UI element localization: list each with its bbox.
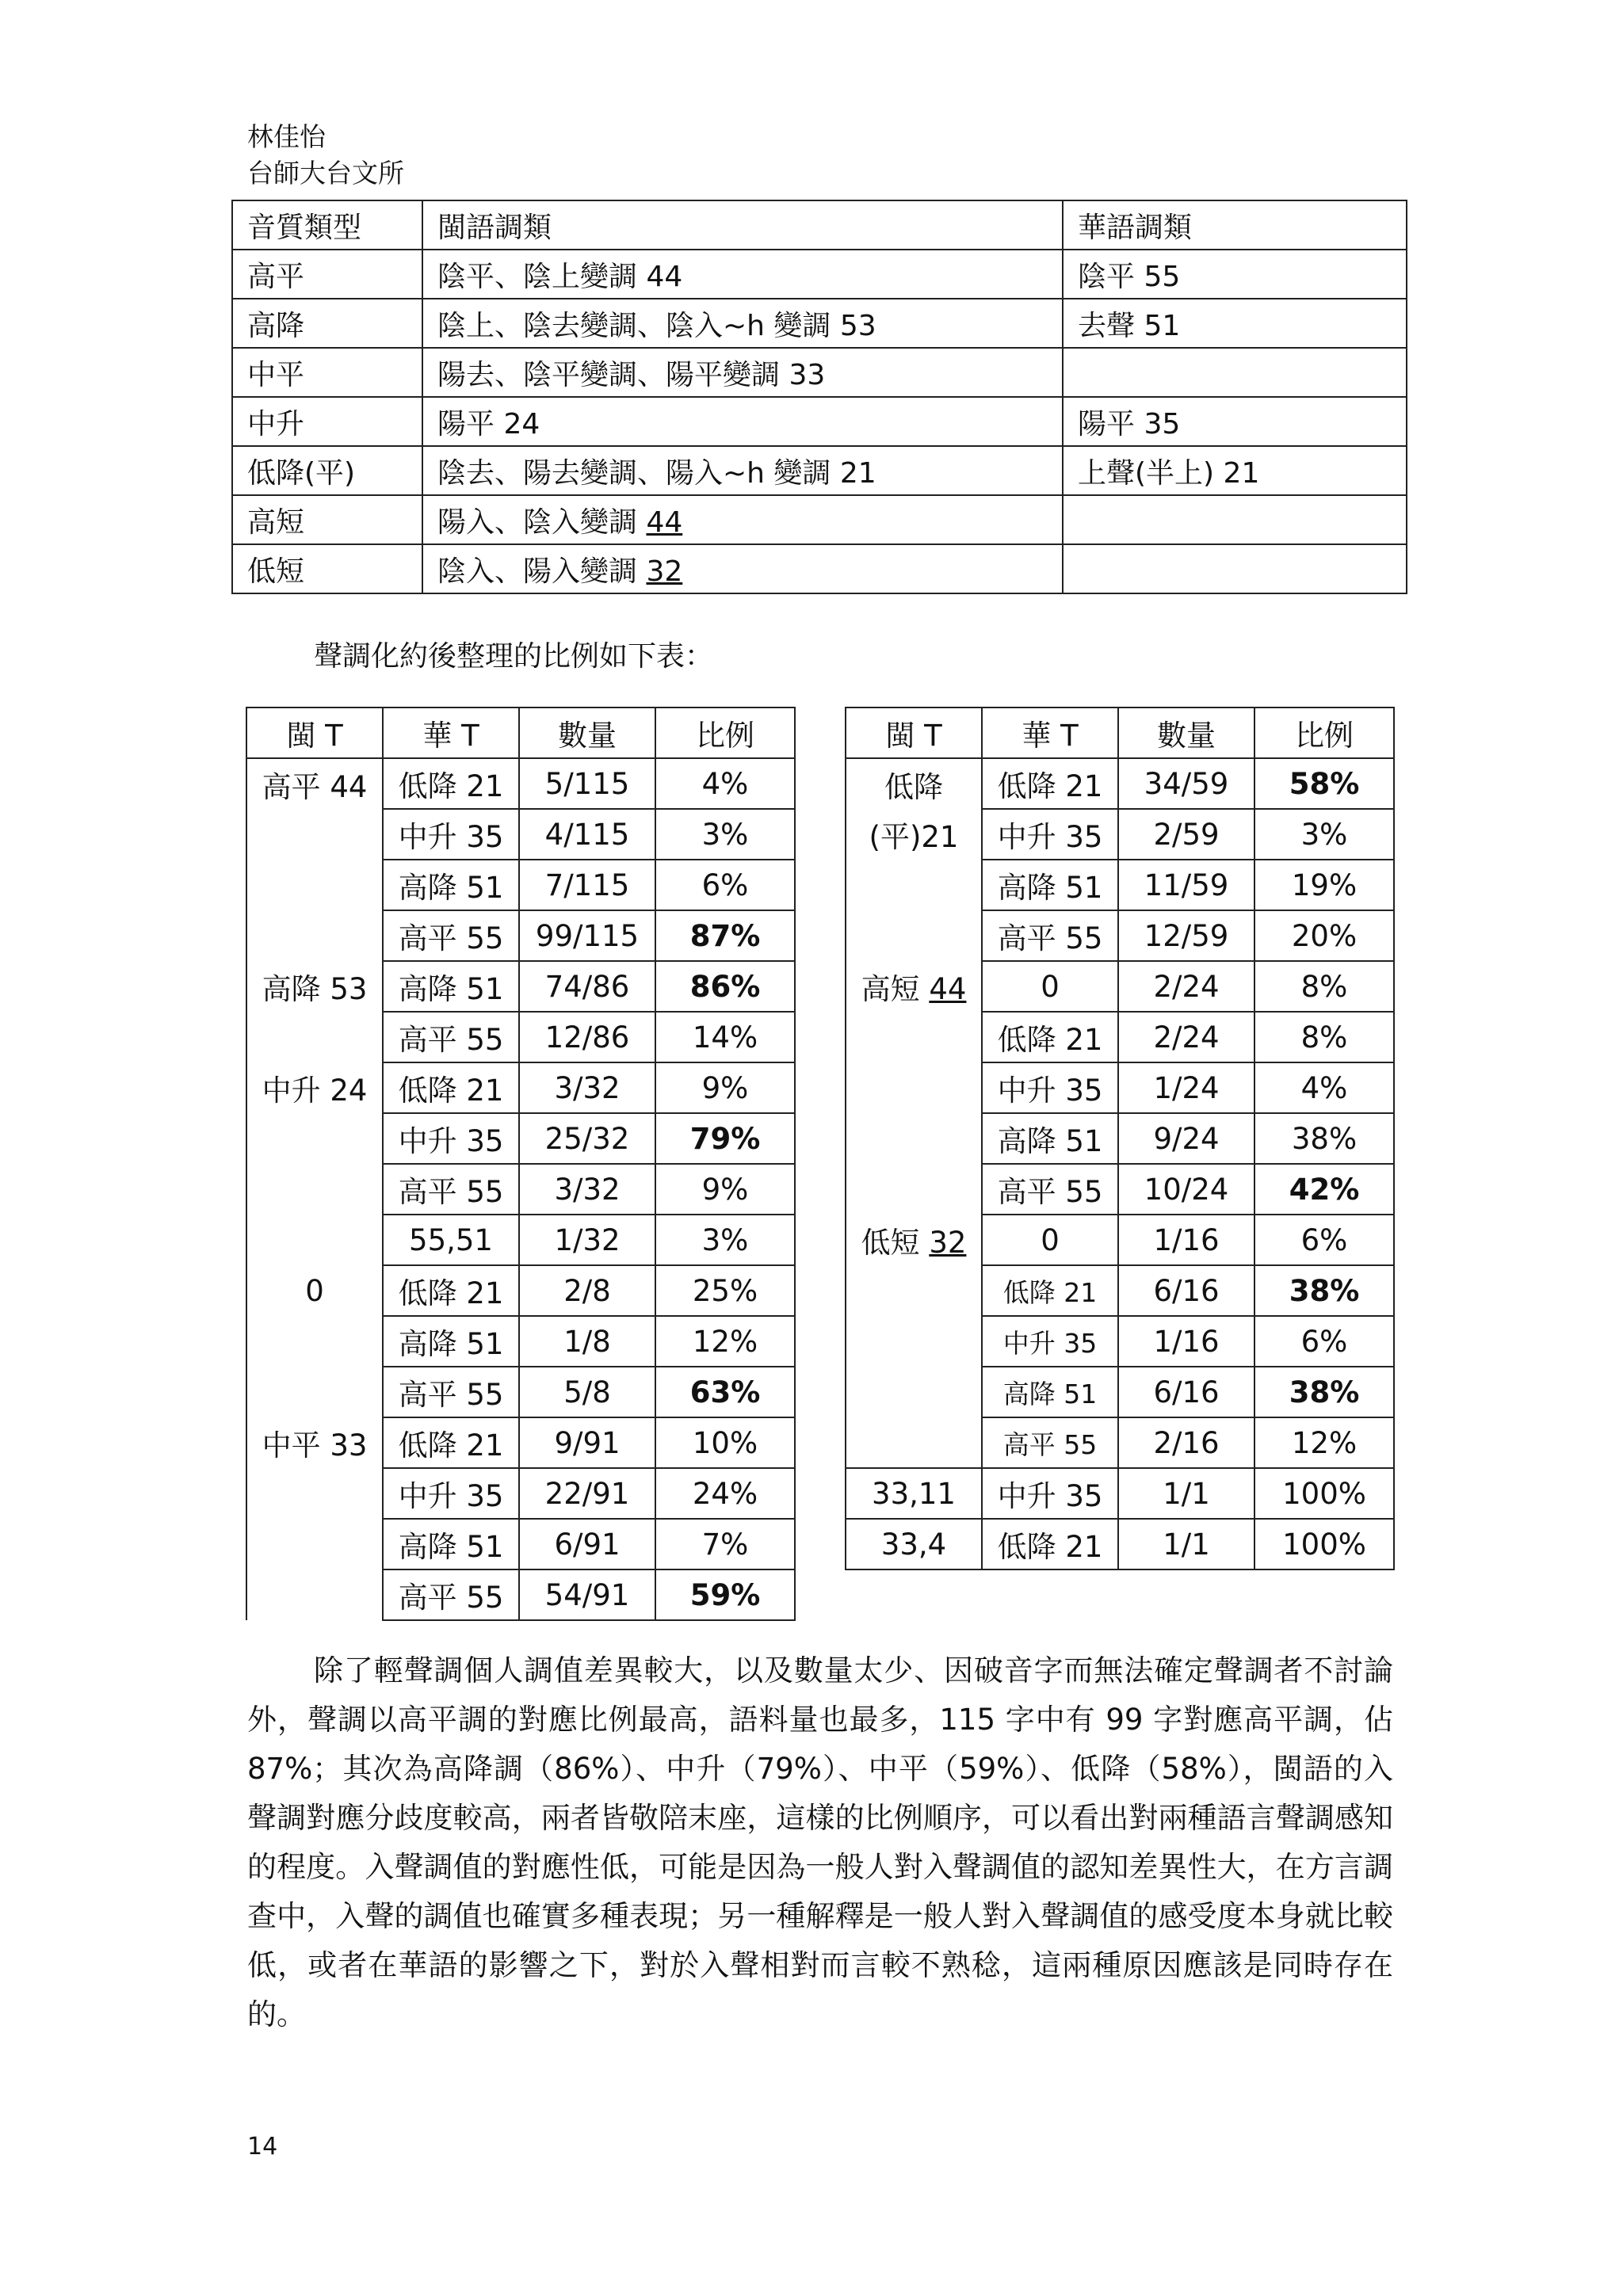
hua-tone-cell: 中升 35 [982,1062,1118,1113]
min-tone-text: 陰去、陽去變調、陽入~h 變調 21 [437,456,876,490]
min-tone-cell: 高降 53 [246,961,383,1012]
min-tone-cell [846,1367,982,1417]
count-cell: 12/59 [1118,910,1254,961]
ratio-cell: 12% [655,1316,795,1367]
table-row [846,1367,1394,1417]
min-tone-cell [422,299,1063,348]
min-tone-cell [246,1468,383,1519]
min-tone-cell [846,1468,982,1519]
count-cell: 1/8 [519,1316,655,1367]
min-tone-cell [246,1215,383,1265]
table-row [232,397,1407,446]
table-row [246,860,795,910]
min-tone-cell [422,348,1063,397]
min-tone-text: 33,4 [880,1527,947,1562]
min-tone-cell [846,1417,982,1468]
table-row [232,544,1407,593]
table-row [846,1062,1394,1113]
table-row [846,1265,1394,1316]
hua-tone-cell: 陽平 35 [1063,397,1407,446]
hua-tone-cell: 上聲(半上) 21 [1063,446,1407,495]
ratio-cell: 8% [1254,961,1394,1012]
ratio-cell: 6% [655,860,795,910]
tone-type-cell: 中升 [232,397,422,446]
count-cell: 1/24 [1118,1062,1254,1113]
min-tone-text: 陰上、陰去變調、陰入~h 變調 53 [437,309,876,342]
hua-tone-cell: 0 [982,1215,1118,1265]
min-tone-cell [246,1519,383,1569]
hua-tone-cell: 低降 21 [982,1519,1118,1569]
tone-type-cell: 低短 [232,544,422,593]
ratio-cell: 87% [655,910,795,961]
count-cell: 34/59 [1118,758,1254,809]
header-cell: 數量 [519,707,655,758]
hua-tone-cell: 中升 35 [383,1113,519,1164]
hua-tone-cell: 55,51 [383,1215,519,1265]
hua-tone-cell: 高平 55 [383,1012,519,1062]
hua-tone-cell: 高降 51 [383,1316,519,1367]
count-cell: 2/24 [1118,1012,1254,1062]
min-tone-cell [846,1062,982,1113]
ratio-cell: 8% [1254,1012,1394,1062]
ratio-cell: 58% [1254,758,1394,809]
table-row [846,1113,1394,1164]
count-cell: 1/32 [519,1215,655,1265]
min-tone-text: 陽去、陰平變調、陽平變調 33 [437,358,826,391]
count-cell: 74/86 [519,961,655,1012]
table-row [246,1417,795,1468]
table-row [246,1012,795,1062]
ratio-cell: 59% [655,1569,795,1620]
min-tone-cell [422,495,1063,544]
count-cell: 1/1 [1118,1468,1254,1519]
header-cell: 音質類型 [232,200,422,250]
ratio-cell: 19% [1254,860,1394,910]
hua-tone-cell: 0 [982,961,1118,1012]
min-tone-text: 低降 [884,769,943,804]
table-row [246,1316,795,1367]
table-row [246,910,795,961]
table-row [246,1265,795,1316]
hua-tone-cell: 高平 55 [982,1164,1118,1215]
table-row [246,1367,795,1417]
ratio-cell: 100% [1254,1468,1394,1519]
table-row [846,1316,1394,1367]
table-row [846,1519,1394,1569]
table-row [246,1164,795,1215]
tone-type-cell: 高短 [232,495,422,544]
hua-tone-cell: 中升 35 [383,809,519,860]
min-tone-text: 低短 [861,1226,930,1260]
count-cell: 1/16 [1118,1215,1254,1265]
min-tone-cell [846,961,982,1012]
hua-tone-cell: 高降 51 [982,1113,1118,1164]
hua-tone-cell: 中升 35 [982,1468,1118,1519]
min-tone-cell [246,910,383,961]
ratio-cell: 3% [655,1215,795,1265]
table-row [246,1113,795,1164]
count-cell: 12/86 [519,1012,655,1062]
table-row [846,1215,1394,1265]
tone-type-cell: 高降 [232,299,422,348]
min-tone-cell [422,397,1063,446]
min-tone-cell: 中升 24 [246,1062,383,1113]
count-cell: 1/1 [1118,1519,1254,1569]
min-tone-cell [846,809,982,860]
min-tone-text: 陰平、陰上變調 44 [437,260,683,293]
header-cell: 數量 [1118,707,1254,758]
header-cell: 閩 T [246,707,383,758]
affiliation: 台師大台文所 [247,158,404,189]
header-cell: 華 T [982,707,1118,758]
table-row [246,758,795,809]
min-tone-text: (平)21 [869,820,959,854]
min-tone-cell [846,758,982,809]
min-tone-text: 33,11 [872,1476,956,1511]
hua-tone-cell: 高平 55 [982,910,1118,961]
count-cell: 6/16 [1118,1367,1254,1417]
hua-tone-cell: 中升 35 [982,1316,1118,1367]
table-row [232,348,1407,397]
table-row [246,1215,795,1265]
table-row [246,1569,795,1620]
hua-tone-cell: 低降 21 [982,1265,1118,1316]
table-row [846,910,1394,961]
ratio-cell: 38% [1254,1113,1394,1164]
ratio-cell: 25% [655,1265,795,1316]
min-tone-cell [246,1012,383,1062]
min-tone-cell [846,1215,982,1265]
hua-tone-cell: 中升 35 [982,809,1118,860]
min-tone-cell: 0 [246,1265,383,1316]
ratio-cell: 20% [1254,910,1394,961]
min-tone-cell [846,1113,982,1164]
table-row [232,250,1407,299]
count-cell: 4/115 [519,809,655,860]
ratio-cell: 9% [655,1164,795,1215]
hua-tone-cell [1063,348,1407,397]
table-row [846,758,1394,809]
count-cell: 2/8 [519,1265,655,1316]
ratio-cell: 79% [655,1113,795,1164]
count-cell: 9/24 [1118,1113,1254,1164]
ratio-cell: 38% [1254,1265,1394,1316]
hua-tone-cell: 低降 21 [982,758,1118,809]
min-tone-cell [846,1012,982,1062]
hua-tone-cell: 高平 55 [383,1367,519,1417]
table-row [846,1417,1394,1468]
hua-tone-cell: 低降 21 [383,1417,519,1468]
count-cell: 2/59 [1118,809,1254,860]
count-cell: 2/24 [1118,961,1254,1012]
min-tone-text: 陽平 24 [437,407,540,441]
count-cell: 99/115 [519,910,655,961]
min-tone-cell [422,544,1063,593]
header-cell: 比例 [1254,707,1394,758]
count-cell: 2/16 [1118,1417,1254,1468]
hua-tone-cell [1063,495,1407,544]
min-tone-cell [422,446,1063,495]
author-name: 林佳怡 [247,121,326,152]
min-tone-cell [846,910,982,961]
count-cell: 10/24 [1118,1164,1254,1215]
hua-tone-cell: 陰平 55 [1063,250,1407,299]
min-tone-cell [846,1164,982,1215]
table-row [846,1012,1394,1062]
table-row [246,1519,795,1569]
table-row [232,446,1407,495]
min-tone-cell [846,1316,982,1367]
hua-tone-cell: 高降 51 [383,1519,519,1569]
ratio-cell: 3% [655,809,795,860]
body-paragraph [247,1646,1393,2039]
ratio-cell: 6% [1254,1316,1394,1367]
table-row [246,961,795,1012]
ratio-cell: 6% [1254,1215,1394,1265]
left-ratio-table [246,707,796,1621]
min-tone-cell [846,860,982,910]
table-row [846,809,1394,860]
min-tone-cell [846,1519,982,1569]
count-cell: 22/91 [519,1468,655,1519]
min-tone-cell [246,860,383,910]
ratio-cell: 42% [1254,1164,1394,1215]
table-row [846,1468,1394,1519]
min-tone-cell: 高平 44 [246,758,383,809]
min-tone-cell [246,1113,383,1164]
table-row [846,961,1394,1012]
min-tone-text: 高短 [861,972,930,1006]
ratio-cell: 63% [655,1367,795,1417]
min-tone-underlined: 32 [646,555,683,588]
min-tone-cell [246,1367,383,1417]
count-cell: 25/32 [519,1113,655,1164]
table-row [246,809,795,860]
header-cell: 比例 [655,707,795,758]
ratio-cell: 100% [1254,1519,1394,1569]
ratio-cell: 86% [655,961,795,1012]
ratio-cell: 38% [1254,1367,1394,1417]
tone-type-cell: 低降(平) [232,446,422,495]
min-tone-text: 陰入、陽入變調 [437,555,647,588]
min-tone-underlined: 32 [929,1226,967,1260]
hua-tone-cell: 中升 35 [383,1468,519,1519]
header-cell: 華語調類 [1063,200,1407,250]
page-number: 14 [247,2133,278,2161]
hua-tone-cell: 低降 21 [383,758,519,809]
ratio-cell: 14% [655,1012,795,1062]
intro-text: 聲調化約後整理的比例如下表： [314,640,714,673]
count-cell: 54/91 [519,1569,655,1620]
count-cell: 1/16 [1118,1316,1254,1367]
min-tone-cell: 中平 33 [246,1417,383,1468]
header-cell: 閩 T [846,707,982,758]
min-tone-cell [246,809,383,860]
count-cell: 5/8 [519,1367,655,1417]
hua-tone-cell: 高平 55 [383,1164,519,1215]
tone-type-cell: 高平 [232,250,422,299]
min-tone-underlined: 44 [929,972,967,1006]
min-tone-text: 陽入、陰入變調 [437,505,647,539]
ratio-cell: 4% [655,758,795,809]
ratio-cell: 4% [1254,1062,1394,1113]
table-row [246,1062,795,1113]
paragraph-text: 除了輕聲調個人調值差異較大，以及數量太少、因破音字而無法確定聲調者不討論外，聲調以高平調的對應比例最高，語料量也最多，115 字中有 99 字對應高平調，佔 87%；其次為高降調（86%）、中升（79%）、中平（59%）、低降（58%），閩語的入聲調對應分歧度較高，兩者皆敬陪末座，這樣的比例順序，可以看出對兩種語言聲調感知的程度。入聲調值的對應性低，可能是因為一般人對入聲調值的認知差異性大，在方言調查中，入聲的調值也確實多種表現；另一種解釋是一般人對入聲調值的感受度本身就比較低，或者在華語的影響之下，對於入聲相對而言較不熟稔，這兩種原因應該是同時存在的。 [247,1653,1393,2031]
tone-category-table [231,200,1407,594]
ratio-cell: 9% [655,1062,795,1113]
hua-tone-cell: 高平 55 [982,1417,1118,1468]
min-tone-cell [422,250,1063,299]
table-header-row [246,707,795,758]
table-row [846,1164,1394,1215]
ratio-cell: 3% [1254,809,1394,860]
table-row [246,1468,795,1519]
right-ratio-table [845,707,1395,1570]
min-tone-cell [246,1164,383,1215]
tone-type-cell: 中平 [232,348,422,397]
table-row [846,860,1394,910]
ratio-cell: 10% [655,1417,795,1468]
count-cell: 3/32 [519,1062,655,1113]
hua-tone-cell: 高降 51 [383,961,519,1012]
count-cell: 9/91 [519,1417,655,1468]
min-tone-underlined: 44 [646,505,683,539]
ratio-cell: 7% [655,1519,795,1569]
table-row [232,299,1407,348]
hua-tone-cell: 高降 51 [982,1367,1118,1417]
table-header-row [232,200,1407,250]
hua-tone-cell: 高平 55 [383,1569,519,1620]
count-cell: 3/32 [519,1164,655,1215]
header-cell: 華 T [383,707,519,758]
hua-tone-cell: 高平 55 [383,910,519,961]
hua-tone-cell: 低降 21 [383,1265,519,1316]
ratio-cell: 24% [655,1468,795,1519]
hua-tone-cell: 低降 21 [383,1062,519,1113]
hua-tone-cell: 去聲 51 [1063,299,1407,348]
table-row [232,495,1407,544]
min-tone-cell [246,1316,383,1367]
count-cell: 11/59 [1118,860,1254,910]
hua-tone-cell: 高降 51 [982,860,1118,910]
page-header [247,119,404,192]
min-tone-cell [246,1569,383,1620]
hua-tone-cell: 低降 21 [982,1012,1118,1062]
min-tone-cell [846,1265,982,1316]
ratio-cell: 12% [1254,1417,1394,1468]
count-cell: 6/91 [519,1519,655,1569]
count-cell: 7/115 [519,860,655,910]
hua-tone-cell [1063,544,1407,593]
hua-tone-cell: 高降 51 [383,860,519,910]
table-header-row [846,707,1394,758]
header-cell: 閩語調類 [422,200,1063,250]
count-cell: 6/16 [1118,1265,1254,1316]
count-cell: 5/115 [519,758,655,809]
